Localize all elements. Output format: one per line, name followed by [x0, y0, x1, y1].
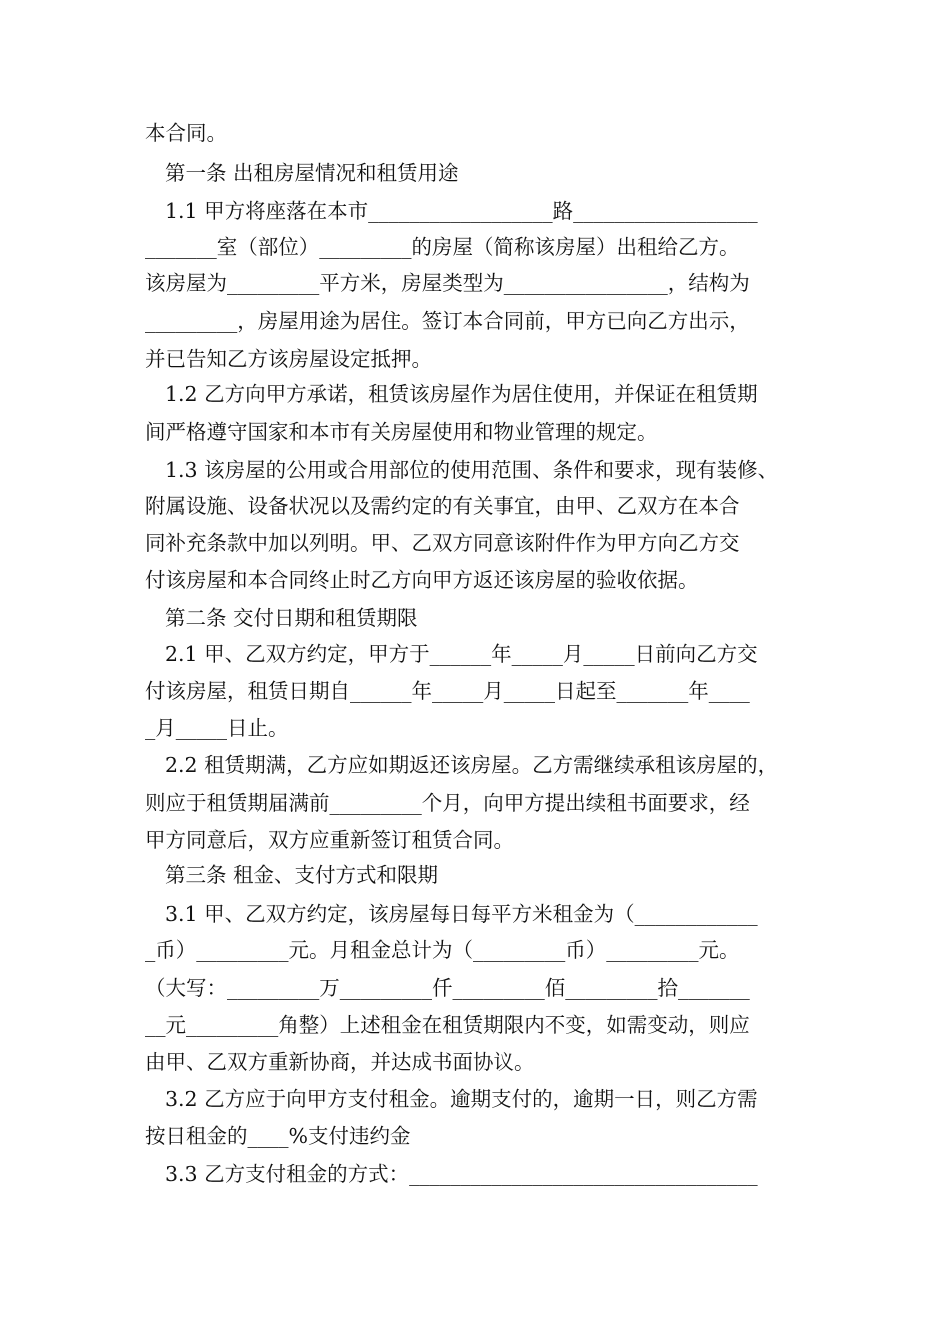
clause-line: 2.1 甲、乙双方约定，甲方于______年_____月_____日前向乙方交 [165, 642, 758, 666]
article-heading: 第一条 出租房屋情况和租赁用途 [165, 161, 459, 185]
text-line: 同补充条款中加以列明。甲、乙双方同意该附件作为甲方向乙方交 [145, 531, 740, 555]
clause-line: 1.2 乙方向甲方承诺，租赁该房屋作为居住使用，并保证在租赁期 [165, 382, 758, 406]
clause-line: 3.2 乙方应于向甲方支付租金。逾期支付的，逾期一日，则乙方需 [165, 1087, 758, 1111]
text-line: 该房屋为_________平方米，房屋类型为________________，结构为 [145, 271, 750, 295]
text-line: __元_________角整）上述租金在租赁期限内不变，如需变动，则应 [145, 1013, 750, 1037]
text-line: 间严格遵守国家和本市有关房屋使用和物业管理的规定。 [145, 420, 658, 444]
text-line: 附属设施、设备状况以及需约定的有关事宜，由甲、乙双方在本合 [145, 494, 740, 518]
article-heading: 第三条 租金、支付方式和限期 [165, 863, 439, 887]
text-line: 则应于租赁期届满前_________个月，向甲方提出续租书面要求，经 [145, 791, 750, 815]
article-heading: 第二条 交付日期和租赁期限 [165, 606, 418, 630]
text-line: _________，房屋用途为居住。签订本合同前，甲方已向乙方出示， [145, 309, 750, 333]
text-line: （大写：_________万_________仟_________佰_________拾_______ [145, 976, 750, 1000]
text-line: 由甲、乙双方重新协商，并达成书面协议。 [145, 1050, 535, 1074]
clause-line: 2.2 租赁期满，乙方应如期返还该房屋。乙方需继续承租该房屋的， [165, 753, 779, 777]
text-line: 按日租金的____%支付违约金 [145, 1124, 411, 1148]
text-line: 付该房屋，租赁日期自______年_____月_____日起至_______年____ [145, 679, 750, 703]
text-line: 甲方同意后，双方应重新签订租赁合同。 [145, 828, 514, 852]
text-line: 付该房屋和本合同终止时乙方向甲方返还该房屋的验收依据。 [145, 568, 699, 592]
clause-line: 1.3 该房屋的公用或合用部位的使用范围、条件和要求，现有装修、 [165, 458, 779, 482]
text-line: 本合同。 [145, 121, 227, 145]
text-line: _月_____日止。 [145, 716, 289, 740]
text-line: _______室（部位）_________的房屋（简称该房屋）出租给乙方。 [145, 235, 740, 259]
clause-line: 1.1 甲方将座落在本市__________________路__________________ [165, 199, 758, 223]
text-line: _币）_________元。月租金总计为（_________币）_________元。 [145, 938, 740, 962]
clause-line: 3.3 乙方支付租金的方式：__________________________________ [165, 1162, 758, 1186]
clause-line: 3.1 甲、乙双方约定，该房屋每日每平方米租金为（____________ [165, 902, 758, 926]
text-line: 并已告知乙方该房屋设定抵押。 [145, 347, 432, 371]
